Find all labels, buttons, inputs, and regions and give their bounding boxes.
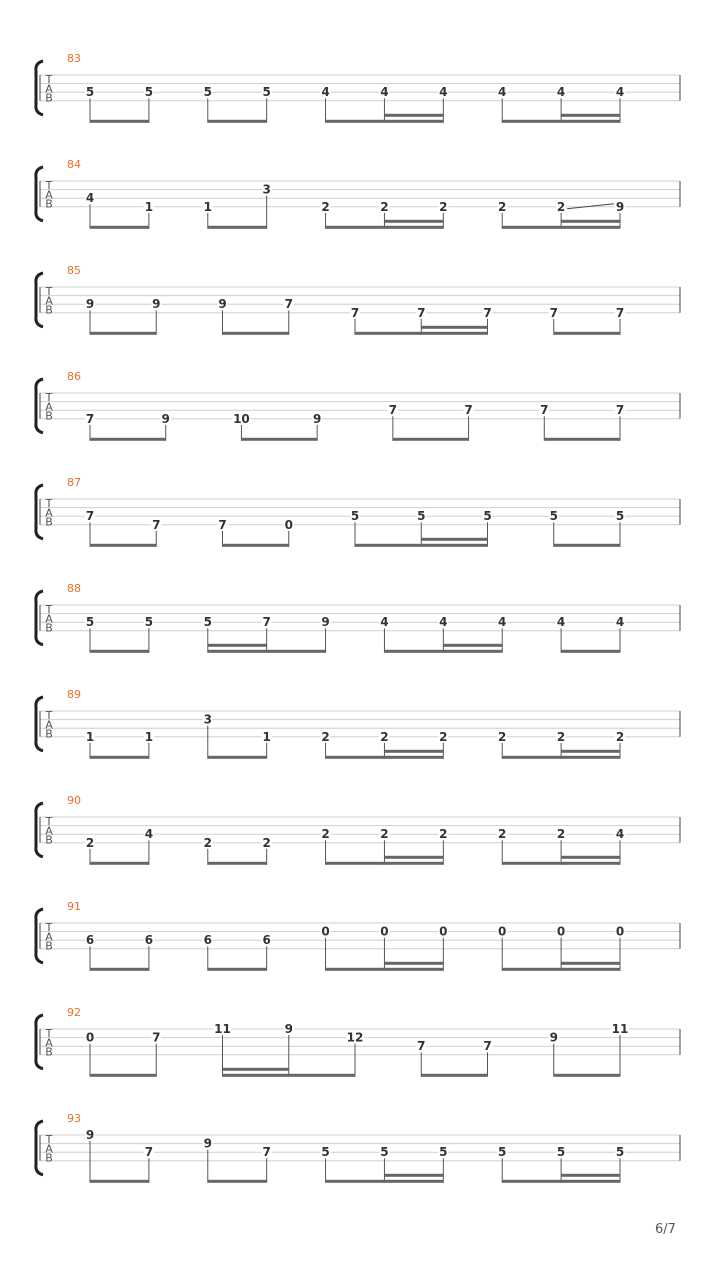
fret-number: 2	[321, 199, 330, 214]
fret-number: 7	[262, 1145, 271, 1160]
fret-number: 2	[556, 827, 566, 842]
fret-number: 5	[483, 509, 492, 524]
secondary-beam	[384, 856, 443, 859]
measure-number: 85	[67, 264, 81, 277]
beam	[90, 332, 156, 335]
tab-clef-letter: A	[45, 506, 53, 520]
fret-number: 5	[203, 85, 212, 100]
beam	[223, 332, 289, 335]
beam	[90, 650, 149, 653]
tab-clef-letter: A	[45, 1036, 53, 1050]
beam	[208, 862, 267, 865]
tab-clef-letter: T	[45, 73, 53, 86]
fret-number: 2	[498, 729, 507, 744]
beam	[90, 544, 156, 547]
fret-number: 0	[498, 924, 507, 939]
fret-number: 2	[556, 729, 566, 744]
tab-clef-letter: A	[45, 930, 53, 944]
fret-number: 9	[549, 1030, 558, 1045]
fret-number: 2	[439, 199, 448, 214]
measure-number: 92	[67, 1006, 81, 1019]
secondary-beam	[561, 750, 620, 753]
fret-number: 5	[380, 1145, 389, 1160]
measure-number: 83	[67, 52, 81, 65]
beam	[90, 226, 149, 229]
fret-number: 5	[350, 509, 360, 524]
tab-clef-letter: B	[45, 833, 53, 847]
fret-number: 5	[615, 1145, 625, 1160]
fret-number: 7	[350, 305, 360, 320]
fret-number: 0	[321, 924, 330, 939]
measure-number: 93	[67, 1112, 81, 1125]
fret-number: 0	[284, 517, 293, 532]
fret-number: 4	[144, 827, 154, 842]
tab-clef-letter: A	[45, 400, 53, 414]
fret-number: 9	[218, 297, 227, 312]
system-bracket	[36, 273, 43, 327]
fret-number: 4	[498, 85, 507, 100]
tab-clef-letter: B	[45, 515, 53, 529]
fret-number: 4	[380, 85, 389, 100]
secondary-beam	[208, 644, 267, 647]
fret-number: 0	[380, 924, 389, 939]
fret-number: 5	[203, 615, 212, 630]
measure-number: 91	[67, 900, 81, 913]
fret-number: 11	[214, 1022, 231, 1036]
secondary-beam	[384, 962, 443, 965]
page-number: 6/7	[655, 1222, 676, 1237]
tab-clef-letter: B	[45, 303, 53, 317]
system-bracket	[36, 485, 43, 539]
fret-number: 4	[85, 191, 95, 206]
fret-number: 2	[85, 835, 95, 850]
beam	[208, 120, 267, 123]
fret-number: 9	[203, 1136, 212, 1151]
fret-number: 5	[144, 615, 154, 630]
beam	[326, 120, 444, 123]
beam	[90, 1180, 149, 1183]
beam	[223, 1074, 356, 1077]
fret-number: 1	[262, 729, 271, 744]
secondary-beam	[384, 1174, 443, 1177]
fret-number: 2	[498, 199, 507, 214]
tab-clef-letter: A	[45, 1142, 53, 1156]
tab-clef-letter: T	[45, 391, 53, 404]
system-bracket	[36, 61, 43, 115]
fret-number: 0	[85, 1030, 95, 1045]
beam	[554, 332, 620, 335]
fret-number: 5	[144, 85, 154, 100]
measure-number: 89	[67, 688, 81, 701]
tab-clef-letter: T	[45, 815, 53, 828]
fret-number: 4	[498, 615, 507, 630]
system-bracket	[36, 803, 43, 857]
fret-number: 7	[464, 403, 473, 418]
fret-number: 1	[144, 729, 154, 744]
fret-number: 9	[284, 1022, 293, 1036]
fret-number: 12	[346, 1030, 364, 1045]
fret-number: 5	[262, 85, 271, 100]
tab-clef-letter: T	[45, 1027, 53, 1040]
fret-number: 4	[439, 615, 448, 630]
fret-number: 4	[556, 85, 566, 100]
beam	[208, 1180, 267, 1183]
beam	[502, 1180, 620, 1183]
fret-number: 9	[85, 1128, 95, 1142]
secondary-beam	[384, 114, 443, 117]
fret-number: 4	[556, 615, 566, 630]
fret-number: 5	[615, 509, 625, 524]
fret-number: 4	[615, 827, 625, 842]
beam	[326, 226, 444, 229]
tab-clef-letter: B	[45, 91, 53, 105]
beam	[355, 544, 488, 547]
tab-clef-letter: B	[45, 727, 53, 741]
fret-number: 9	[615, 199, 625, 214]
fret-number: 1	[85, 729, 95, 744]
beam	[561, 650, 620, 653]
fret-number: 5	[498, 1145, 507, 1160]
tab-clef-letter: T	[45, 921, 53, 934]
fret-number: 9	[321, 615, 330, 630]
secondary-beam	[223, 1068, 289, 1071]
secondary-beam	[561, 1174, 620, 1177]
secondary-beam	[421, 326, 487, 329]
tab-clef-letter: A	[45, 294, 53, 308]
fret-number: 2	[380, 827, 389, 842]
fret-number: 4	[439, 85, 448, 100]
beam	[554, 1074, 620, 1077]
tab-clef-letter: T	[45, 285, 53, 298]
fret-number: 2	[615, 729, 625, 744]
fret-number: 2	[203, 835, 212, 850]
secondary-beam	[561, 856, 620, 859]
beam	[208, 650, 326, 653]
beam	[208, 756, 267, 759]
fret-number: 5	[85, 615, 95, 630]
secondary-beam	[384, 220, 443, 223]
fret-number: 9	[312, 411, 322, 426]
system-bracket	[36, 1121, 43, 1175]
fret-number: 7	[417, 305, 426, 320]
secondary-beam	[561, 114, 620, 117]
fret-number: 7	[483, 305, 492, 320]
fret-number: 7	[218, 517, 227, 532]
fret-number: 5	[321, 1145, 330, 1160]
fret-number: 1	[203, 199, 212, 214]
secondary-beam	[421, 538, 487, 541]
tab-clef-letter: B	[45, 621, 53, 635]
fret-number: 4	[615, 615, 625, 630]
secondary-beam	[561, 962, 620, 965]
tab-clef-letter: A	[45, 188, 53, 202]
measure-number: 86	[67, 370, 81, 383]
measure-number: 87	[67, 476, 81, 489]
measure-number: 84	[67, 158, 81, 171]
fret-number: 7	[388, 403, 398, 418]
beam	[326, 862, 444, 865]
fret-number: 2	[439, 827, 448, 842]
beam	[544, 438, 620, 441]
measure-number: 90	[67, 794, 81, 807]
tab-clef-letter: B	[45, 409, 53, 423]
beam	[223, 544, 289, 547]
fret-number: 7	[417, 1039, 426, 1054]
fret-number: 0	[615, 924, 625, 939]
beam	[90, 862, 149, 865]
tab-clef-letter: A	[45, 718, 53, 732]
fret-number: 2	[321, 729, 330, 744]
tab-clef-letter: T	[45, 179, 53, 192]
tab-clef-letter: T	[45, 1133, 53, 1146]
fret-number: 2	[321, 827, 330, 842]
fret-number: 7	[85, 411, 95, 426]
fret-number: 1	[144, 199, 154, 214]
beam	[326, 968, 444, 971]
beam	[208, 226, 267, 229]
fret-number: 10	[233, 411, 250, 426]
fret-number: 4	[615, 85, 625, 100]
tab-clef-letter: A	[45, 82, 53, 96]
beam	[502, 226, 620, 229]
beam	[502, 120, 620, 123]
fret-number: 7	[152, 517, 161, 532]
fret-number: 7	[144, 1145, 154, 1160]
tab-clef-letter: B	[45, 197, 53, 211]
measure-number: 88	[67, 582, 81, 595]
system-bracket	[36, 167, 43, 221]
fret-number: 7	[85, 509, 95, 524]
fret-number: 7	[152, 1030, 161, 1045]
fret-number: 2	[262, 835, 271, 850]
secondary-beam	[384, 750, 443, 753]
beam	[355, 332, 488, 335]
fret-number: 5	[417, 509, 426, 524]
tab-clef-letter: A	[45, 824, 53, 838]
fret-number: 7	[483, 1039, 492, 1054]
beam	[384, 650, 502, 653]
fret-number: 9	[161, 411, 170, 426]
secondary-beam	[443, 644, 502, 647]
fret-number: 7	[262, 615, 271, 630]
fret-number: 9	[85, 297, 95, 312]
fret-number: 3	[203, 712, 212, 727]
beam	[326, 1180, 444, 1183]
fret-number: 7	[540, 403, 549, 418]
beam	[90, 438, 166, 441]
system-bracket	[36, 1015, 43, 1069]
fret-number: 3	[262, 182, 271, 197]
fret-number: 9	[152, 297, 161, 312]
system-bracket	[36, 591, 43, 645]
beam	[90, 756, 149, 759]
fret-number: 7	[615, 403, 625, 418]
fret-number: 2	[380, 199, 389, 214]
fret-number: 6	[262, 933, 271, 948]
tab-clef-letter: B	[45, 1151, 53, 1165]
beam	[502, 968, 620, 971]
fret-number: 2	[380, 729, 389, 744]
tab-clef-letter: T	[45, 497, 53, 510]
fret-number: 11	[611, 1022, 629, 1036]
fret-number: 4	[380, 615, 389, 630]
fret-number: 0	[556, 924, 566, 939]
tab-clef-letter: B	[45, 1045, 53, 1059]
beam	[90, 1074, 156, 1077]
secondary-beam	[561, 220, 620, 223]
fret-number: 6	[85, 933, 95, 948]
system-bracket	[36, 379, 43, 433]
tab-clef-letter: B	[45, 939, 53, 953]
fret-number: 5	[439, 1145, 448, 1160]
fret-number: 6	[144, 933, 154, 948]
beam	[326, 756, 444, 759]
fret-number: 7	[284, 297, 293, 312]
tab-clef-letter: A	[45, 612, 53, 626]
beam	[90, 120, 149, 123]
tab-clef-letter: T	[45, 603, 53, 616]
tab-clef-letter: T	[45, 709, 53, 722]
fret-number: 6	[203, 933, 212, 948]
fret-number: 5	[85, 85, 95, 100]
fret-number: 2	[556, 199, 566, 214]
beam	[554, 544, 620, 547]
beam	[208, 968, 267, 971]
fret-number: 0	[439, 924, 448, 939]
beam	[241, 438, 317, 441]
system-bracket	[36, 909, 43, 963]
fret-number: 2	[498, 827, 507, 842]
beam	[393, 438, 469, 441]
beam	[421, 1074, 487, 1077]
fret-number: 2	[439, 729, 448, 744]
fret-number: 4	[321, 85, 330, 100]
fret-number: 7	[615, 305, 625, 320]
fret-number: 7	[549, 305, 558, 320]
system-bracket	[36, 697, 43, 751]
beam	[90, 968, 149, 971]
fret-number: 5	[549, 509, 558, 524]
fret-number: 5	[556, 1145, 566, 1160]
beam	[502, 862, 620, 865]
beam	[502, 756, 620, 759]
